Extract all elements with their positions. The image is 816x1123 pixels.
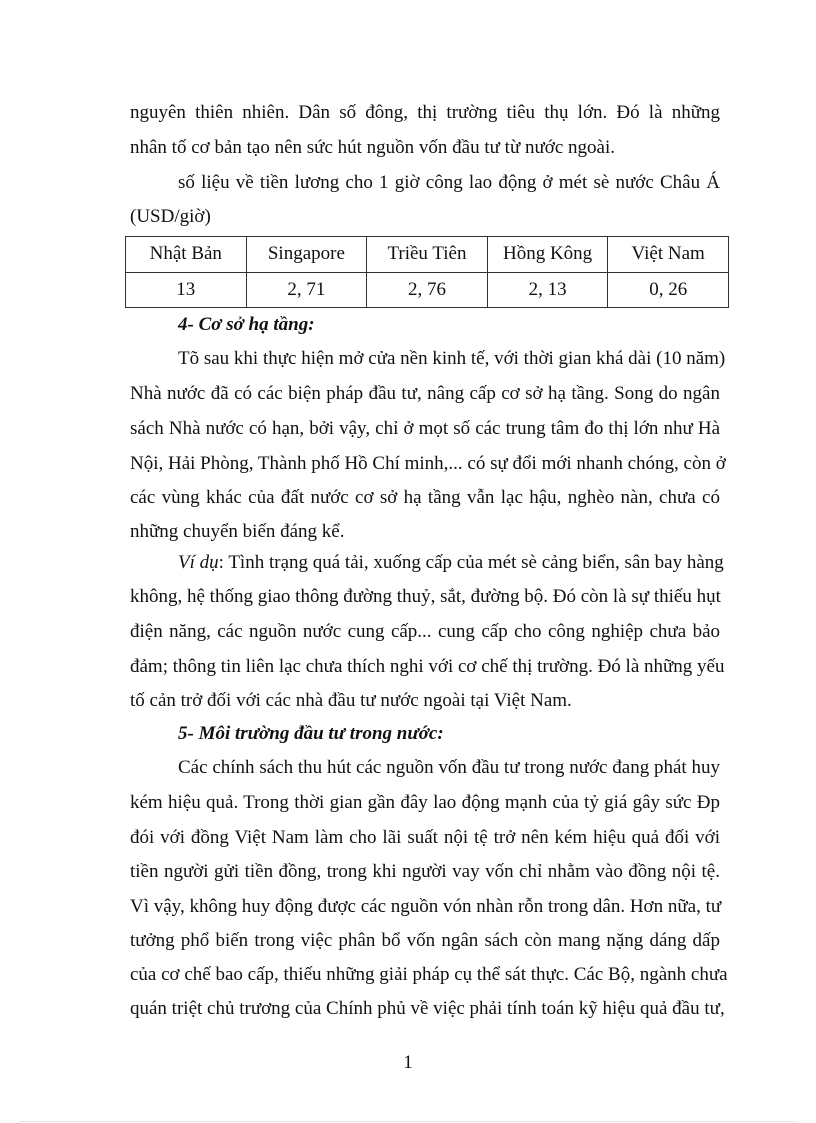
section-heading-infrastructure: 4- Cơ sở hạ tầng:: [178, 314, 315, 335]
table-header-cell: Việt Nam: [608, 237, 729, 273]
text-line: không, hệ thống giao thông đường thuỷ, sắt, đường bộ. Đó còn là sự thiếu hụt: [130, 586, 721, 607]
table-cell: 2, 71: [246, 272, 367, 308]
text-line: của cơ chế bao cấp, thiếu những giải pháp cụ thể sát thực. Các Bộ, ngành chưa: [130, 964, 728, 985]
table-cell: 0, 26: [608, 272, 729, 308]
table-header-cell: Nhật Bản: [126, 237, 247, 273]
page-number: 1: [403, 1052, 413, 1073]
text-line: đảm; thông tin liên lạc chưa thích nghi với cơ chế thị trường. Đó là những yếu: [130, 656, 725, 677]
example-label: Ví dụ: [178, 552, 219, 573]
text-line: sách Nhà nước có hạn, bởi vậy, chỉ ở mọt số các trung tâm đo thị lớn như Hà: [130, 418, 720, 439]
text-line: đói với đồng Việt Nam làm cho lãi suất nội tệ trở nên kém hiệu quả đối với: [130, 827, 720, 848]
text-line: các vùng khác của đất nước cơ sở hạ tầng vẫn lạc hậu, nghèo nàn, chưa có: [130, 487, 720, 508]
page-bottom-divider: [20, 1121, 796, 1122]
table-cell: 2, 13: [487, 272, 608, 308]
text-line-example: [178, 551, 724, 575]
table-caption-unit: (USD/giờ): [130, 206, 211, 227]
table-caption: số liệu về tiền lương cho 1 giờ công lao động ở mét sè nước Châu Á: [178, 172, 720, 193]
text-line: những chuyển biến đáng kể.: [130, 521, 345, 542]
text-line: điện năng, các nguồn nước cung cấp... cung cấp cho công nghiệp chưa bảo: [130, 621, 720, 642]
text-line: tiền người gửi tiền đồng, trong khi người vay vốn chỉ nhằm vào đồng nội tệ.: [130, 861, 720, 882]
table-header-cell: Singapore: [246, 237, 367, 273]
text-line: nguyên thiên nhiên. Dân số đông, thị trường tiêu thụ lớn. Đó là những: [130, 102, 720, 123]
table-header-row: [126, 237, 729, 273]
salary-table: [125, 236, 729, 308]
table-header-cell: Hồng Kông: [487, 237, 608, 273]
example-text: : Tình trạng quá tải, xuống cấp của mét sè cảng biển, sân bay hàng: [218, 552, 724, 573]
text-line: Tõ sau khi thực hiện mở cửa nền kinh tế, với thời gian khá dài (10 năm): [178, 348, 726, 369]
text-line: Các chính sách thu hút các nguồn vốn đầu tư trong nước đang phát huy: [178, 757, 720, 778]
text-line: tưởng phổ biến trong việc phân bổ vốn ngân sách còn mang nặng dáng dấp: [130, 930, 720, 951]
table-header-cell: Triều Tiên: [367, 237, 488, 273]
text-line: Vì vậy, không huy động được các nguồn vón nhàn rỗn trong dân. Hơn nữa, tư: [130, 896, 722, 917]
text-line: kém hiệu quả. Trong thời gian gần đây lao động mạnh của tỷ giá gây sức Đp: [130, 792, 720, 813]
text-line: Nội, Hải Phòng, Thành phố Hồ Chí minh,... có sự đổi mới nhanh chóng, còn ở: [130, 453, 726, 474]
text-line: Nhà nước đã có các biện pháp đầu tư, nâng cấp cơ sở hạ tầng. Song do ngân: [130, 383, 720, 404]
table-cell: 2, 76: [367, 272, 488, 308]
text-line: quán triệt chủ trương của Chính phủ về việc phải tính toán kỹ hiệu quả đầu tư,: [130, 998, 725, 1019]
table-row: [126, 272, 729, 308]
table-cell: 13: [126, 272, 247, 308]
text-line: tố cản trở đối với các nhà đầu tư nước ngoài tại Việt Nam.: [130, 690, 572, 711]
section-heading-domestic-investment: 5- Môi trường đầu tư trong nước:: [178, 723, 444, 744]
text-line: nhân tố cơ bản tạo nên sức hút nguồn vốn đầu tư từ nước ngoài.: [130, 137, 616, 158]
